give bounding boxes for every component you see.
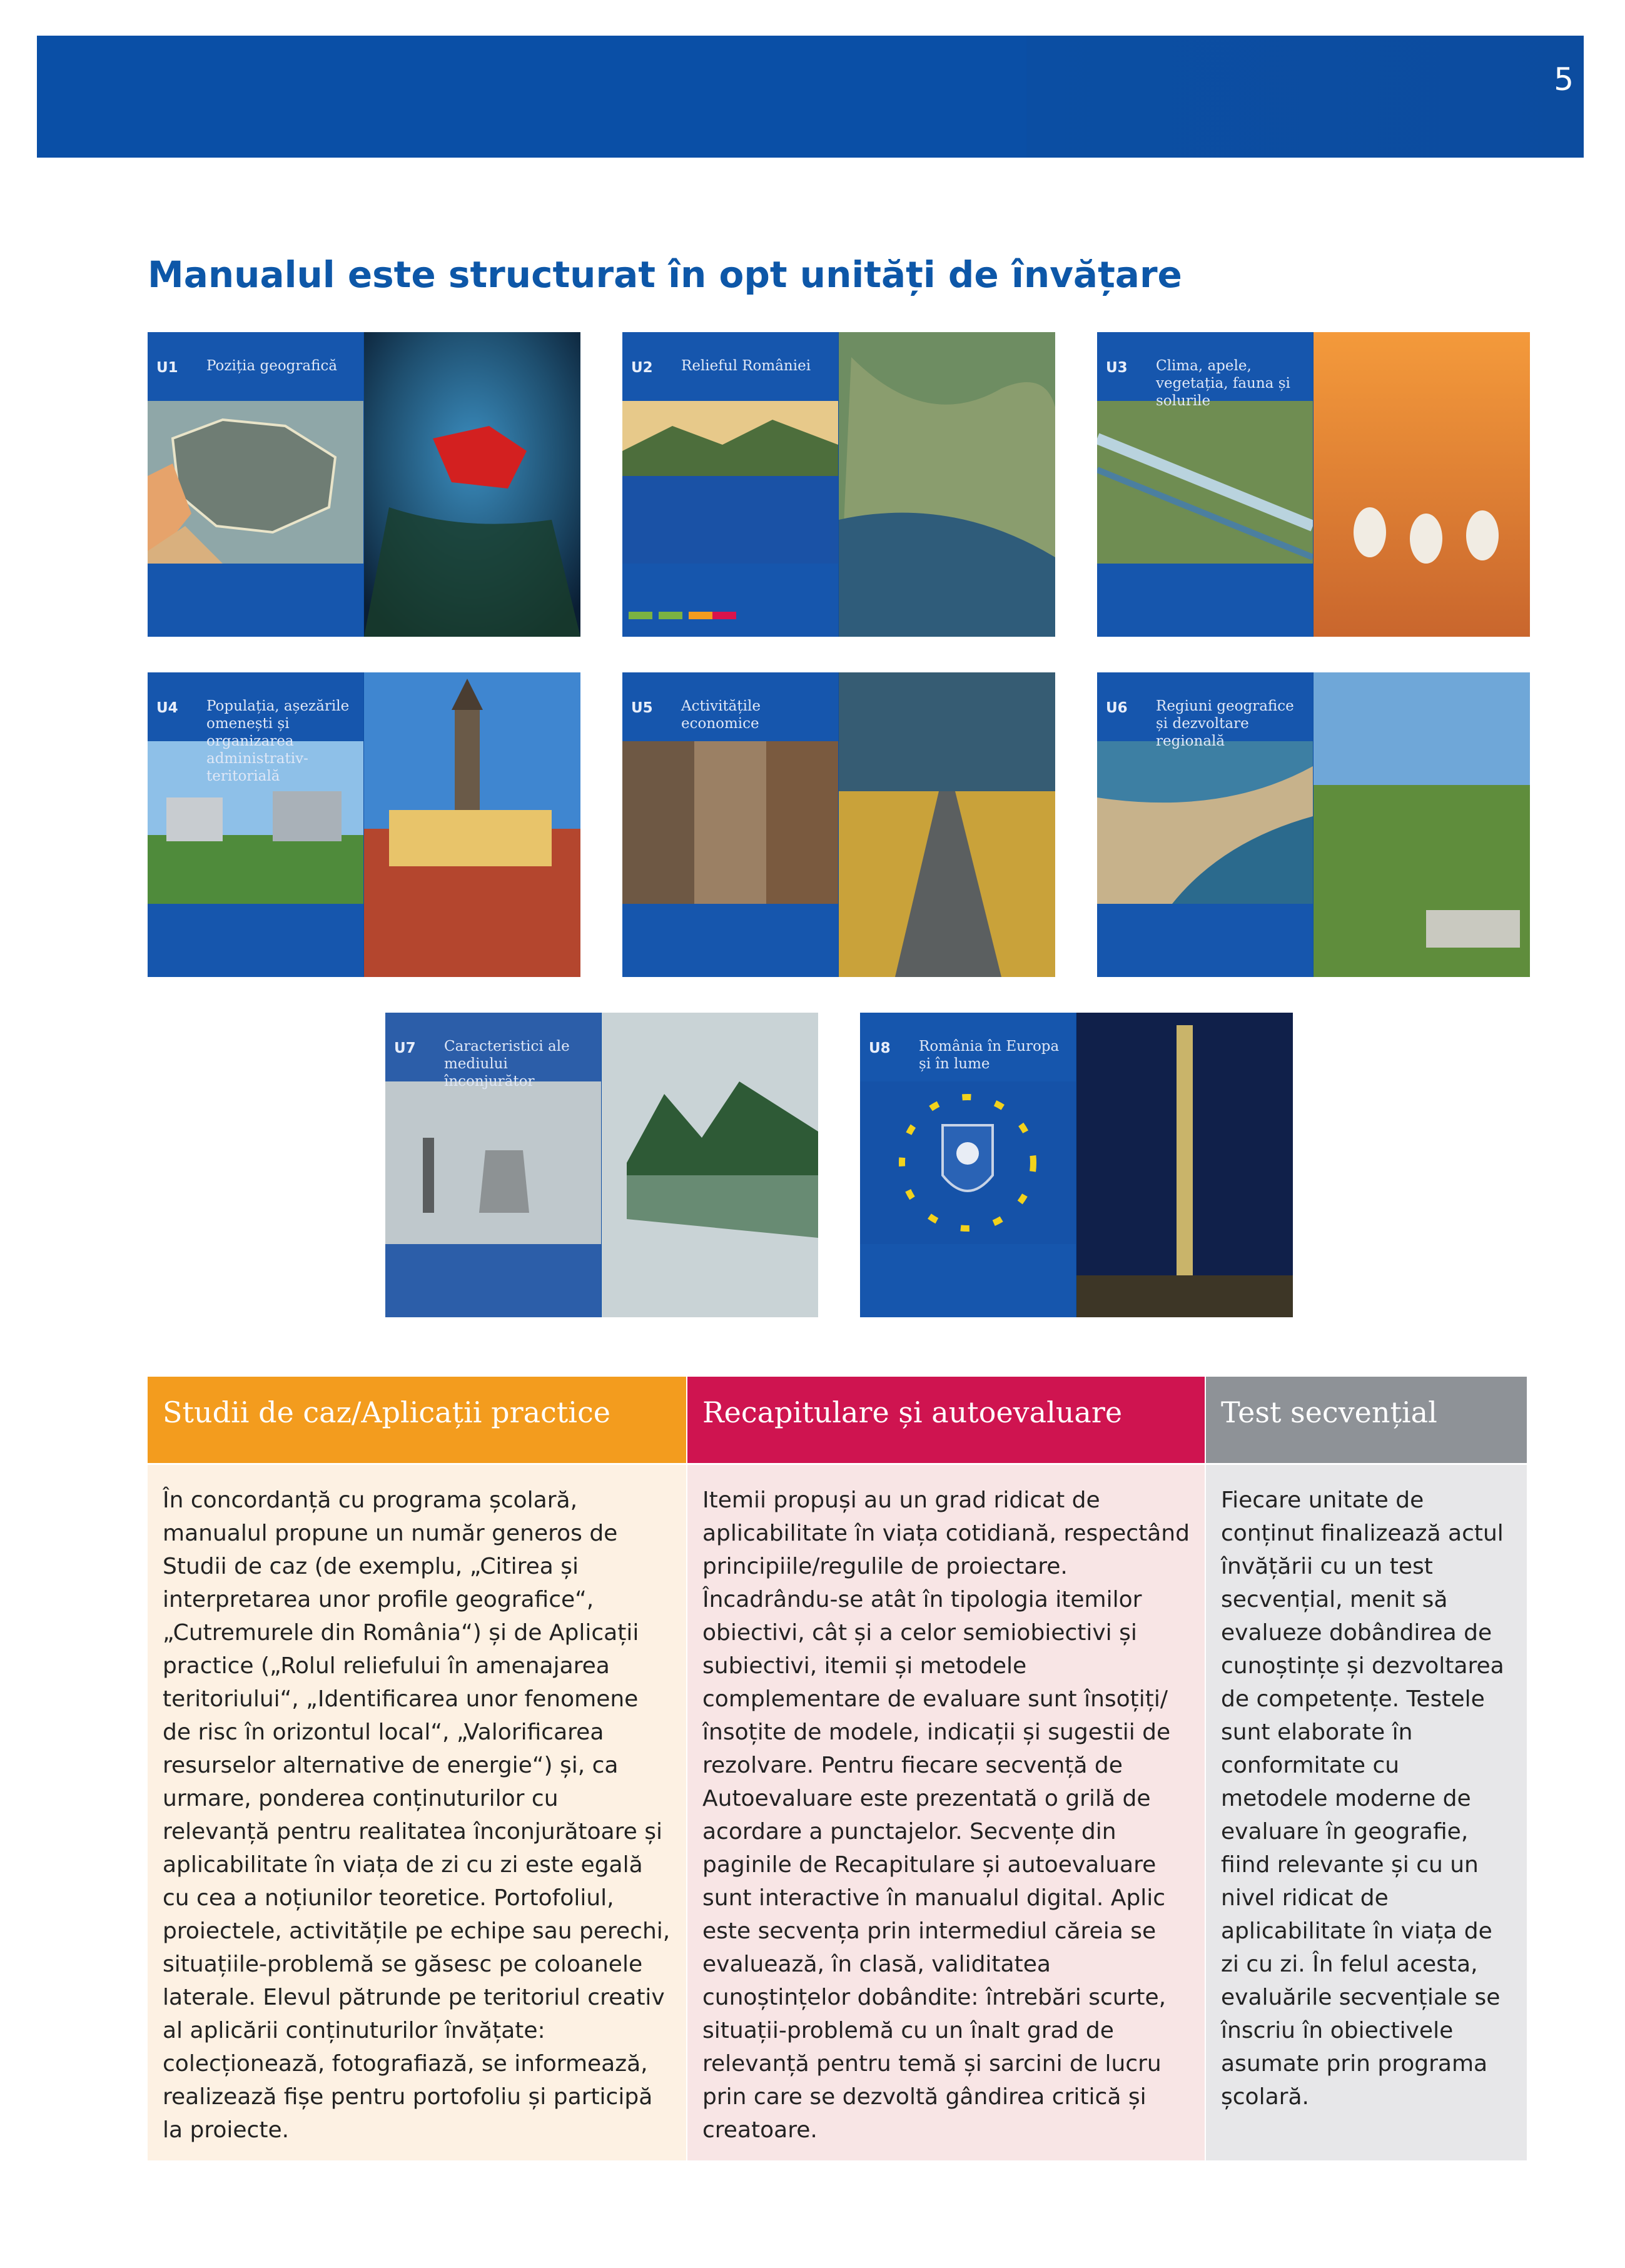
- unit-code: U8: [869, 1040, 891, 1056]
- column-header: Recapitulare și autoevaluare: [687, 1377, 1205, 1463]
- eu-nato-emblem: [860, 1081, 1076, 1244]
- unit-cover-panel: [622, 332, 838, 637]
- section-heading: Manualul este structurat în opt unități de învățare: [148, 253, 1182, 296]
- delta-illustration: [1097, 401, 1313, 564]
- unit-cover-panel: [148, 332, 363, 637]
- info-table: [148, 1377, 1527, 2160]
- unit-title: România în Europa și în lume: [919, 1038, 1060, 1072]
- fields-photo: [1314, 672, 1530, 977]
- unit-title: Clima, apele, vegetația, fauna și solurile: [1156, 358, 1290, 409]
- unit-title: Populația, așezările omenești și organizarea administrativ-teritorială: [206, 698, 350, 784]
- unit-card-8[interactable]: [860, 1013, 1293, 1317]
- unit-code: U3: [1106, 360, 1128, 376]
- column-body: [687, 1465, 1205, 2160]
- column-case-studies: [148, 1377, 686, 2160]
- castles-illustration: [622, 741, 838, 904]
- landscape-illustration: [622, 401, 838, 564]
- unit-card-4[interactable]: [148, 672, 580, 977]
- unit-title: Relieful României: [681, 358, 811, 374]
- column-review: [687, 1377, 1205, 2160]
- column-text: Fiecare unitate de conținut finalizează actul învățării cu un test secvențial, menit să evalueze dobândirea de cunoștințe și dezvoltarea de competențe. Testele sunt elaborate în conformitate cu metodele moderne de evaluare în geografie, fiind relevante și cu un nivel ridicat de aplicabilitate în viața de zi cu zi. În felul acesta, evaluările secvențiale se înscriu în obiectivele asumate prin programa școlară.: [1221, 1487, 1504, 2110]
- top-banner: [37, 36, 1584, 158]
- unit-card-3[interactable]: [1097, 332, 1530, 637]
- endless-column-photo: [1076, 1013, 1293, 1317]
- unit-title: Caracteristici ale mediului înconjurător: [444, 1038, 570, 1090]
- earth-photo: [364, 332, 580, 637]
- column-text: Itemii propuși au un grad ridicat de aplicabilitate în viața cotidiană, respectând principiile/regulile de proiectare. Încadrându-se atât în tipologia itemilor obiectivi, cât și a celor semiobiectivi și subiectivi, itemii și metodele complementare de evaluare sunt însoțiți/ însoțite de modele, indicații și sugestii de rezolvare. Pentru fiecare secvență de Autoevaluare este prezentată o grilă de acordare a punctajelor. Secvențe din paginile de Recapitulare și autoevaluare sunt interactive în manualul digital. Aplic este secvența prin intermediul căreia se evaluează, în clasă, validitatea cunoștințelor dobândite: întrebări scurte, situații-problemă cu un înalt grad de relevanță pentru temă și sarcini de lucru prin care se dezvoltă gândirea critică și creatoare.: [702, 1487, 1190, 2143]
- unit-title: Activitățile economice: [681, 698, 761, 732]
- unit-card-1[interactable]: [148, 332, 580, 637]
- column-test: [1206, 1377, 1527, 2160]
- column-header: Test secvențial: [1206, 1377, 1527, 1463]
- unit-code: U7: [394, 1040, 416, 1056]
- relief-map-photo: [839, 332, 1055, 637]
- unit-title: Poziția geografică: [206, 358, 338, 374]
- column-body: [148, 1465, 686, 2160]
- highway-photo: [839, 672, 1055, 977]
- old-town-photo: [364, 672, 580, 977]
- unit-title: Regiuni geografice și dezvoltare regională: [1156, 698, 1294, 749]
- power-plant-illustration: [385, 1081, 601, 1244]
- lake-forest-photo: [602, 1013, 818, 1317]
- pelicans-photo: [1314, 332, 1530, 637]
- unit-code: U1: [156, 360, 178, 376]
- lesson-list: [629, 605, 829, 628]
- unit-code: U4: [156, 700, 178, 716]
- unit-card-5[interactable]: [622, 672, 1055, 977]
- unit-code: U6: [1106, 700, 1128, 716]
- unit-code: U5: [631, 700, 653, 716]
- map-illustration: [148, 401, 363, 564]
- column-header: Studii de caz/Aplicații practice: [148, 1377, 686, 1463]
- unit-card-2[interactable]: [622, 332, 1055, 637]
- unit-code: U2: [631, 360, 653, 376]
- column-text: În concordanță cu programa școlară, manualul propune un număr generos de Studii de caz (de exemplu, „Citirea și interpretarea unor profile geografice“, „Cutremurele din România“) și de Aplicații practice („Rolul reliefului în amenajarea teritoriului“, „Identificarea unor fenomene de risc în orizontul local“, „Valorificarea resurselor alternative de energie“) și, ca urmare, ponderea conținuturilor cu relevanță pentru realitatea înconjurătoare și aplicabilitate în viața de zi cu zi este egală cu cea a noțiunilor teoretice. Portofoliul, proiectele, activitățile pe echipe sau perechi, situațiile-problemă se găsesc pe coloanele laterale. Elevul pătrunde pe teritoriul creativ al aplicării conținuturilor învățate: colecționează, fotografiază, se informează, realizează fișe pentru portofoliu și participă la proiecte.: [163, 1487, 671, 2143]
- unit-card-6[interactable]: [1097, 672, 1530, 977]
- unit-card-7[interactable]: [385, 1013, 818, 1317]
- coast-illustration: [1097, 741, 1313, 904]
- column-body: [1206, 1465, 1527, 2160]
- page-number: 5: [1554, 61, 1574, 98]
